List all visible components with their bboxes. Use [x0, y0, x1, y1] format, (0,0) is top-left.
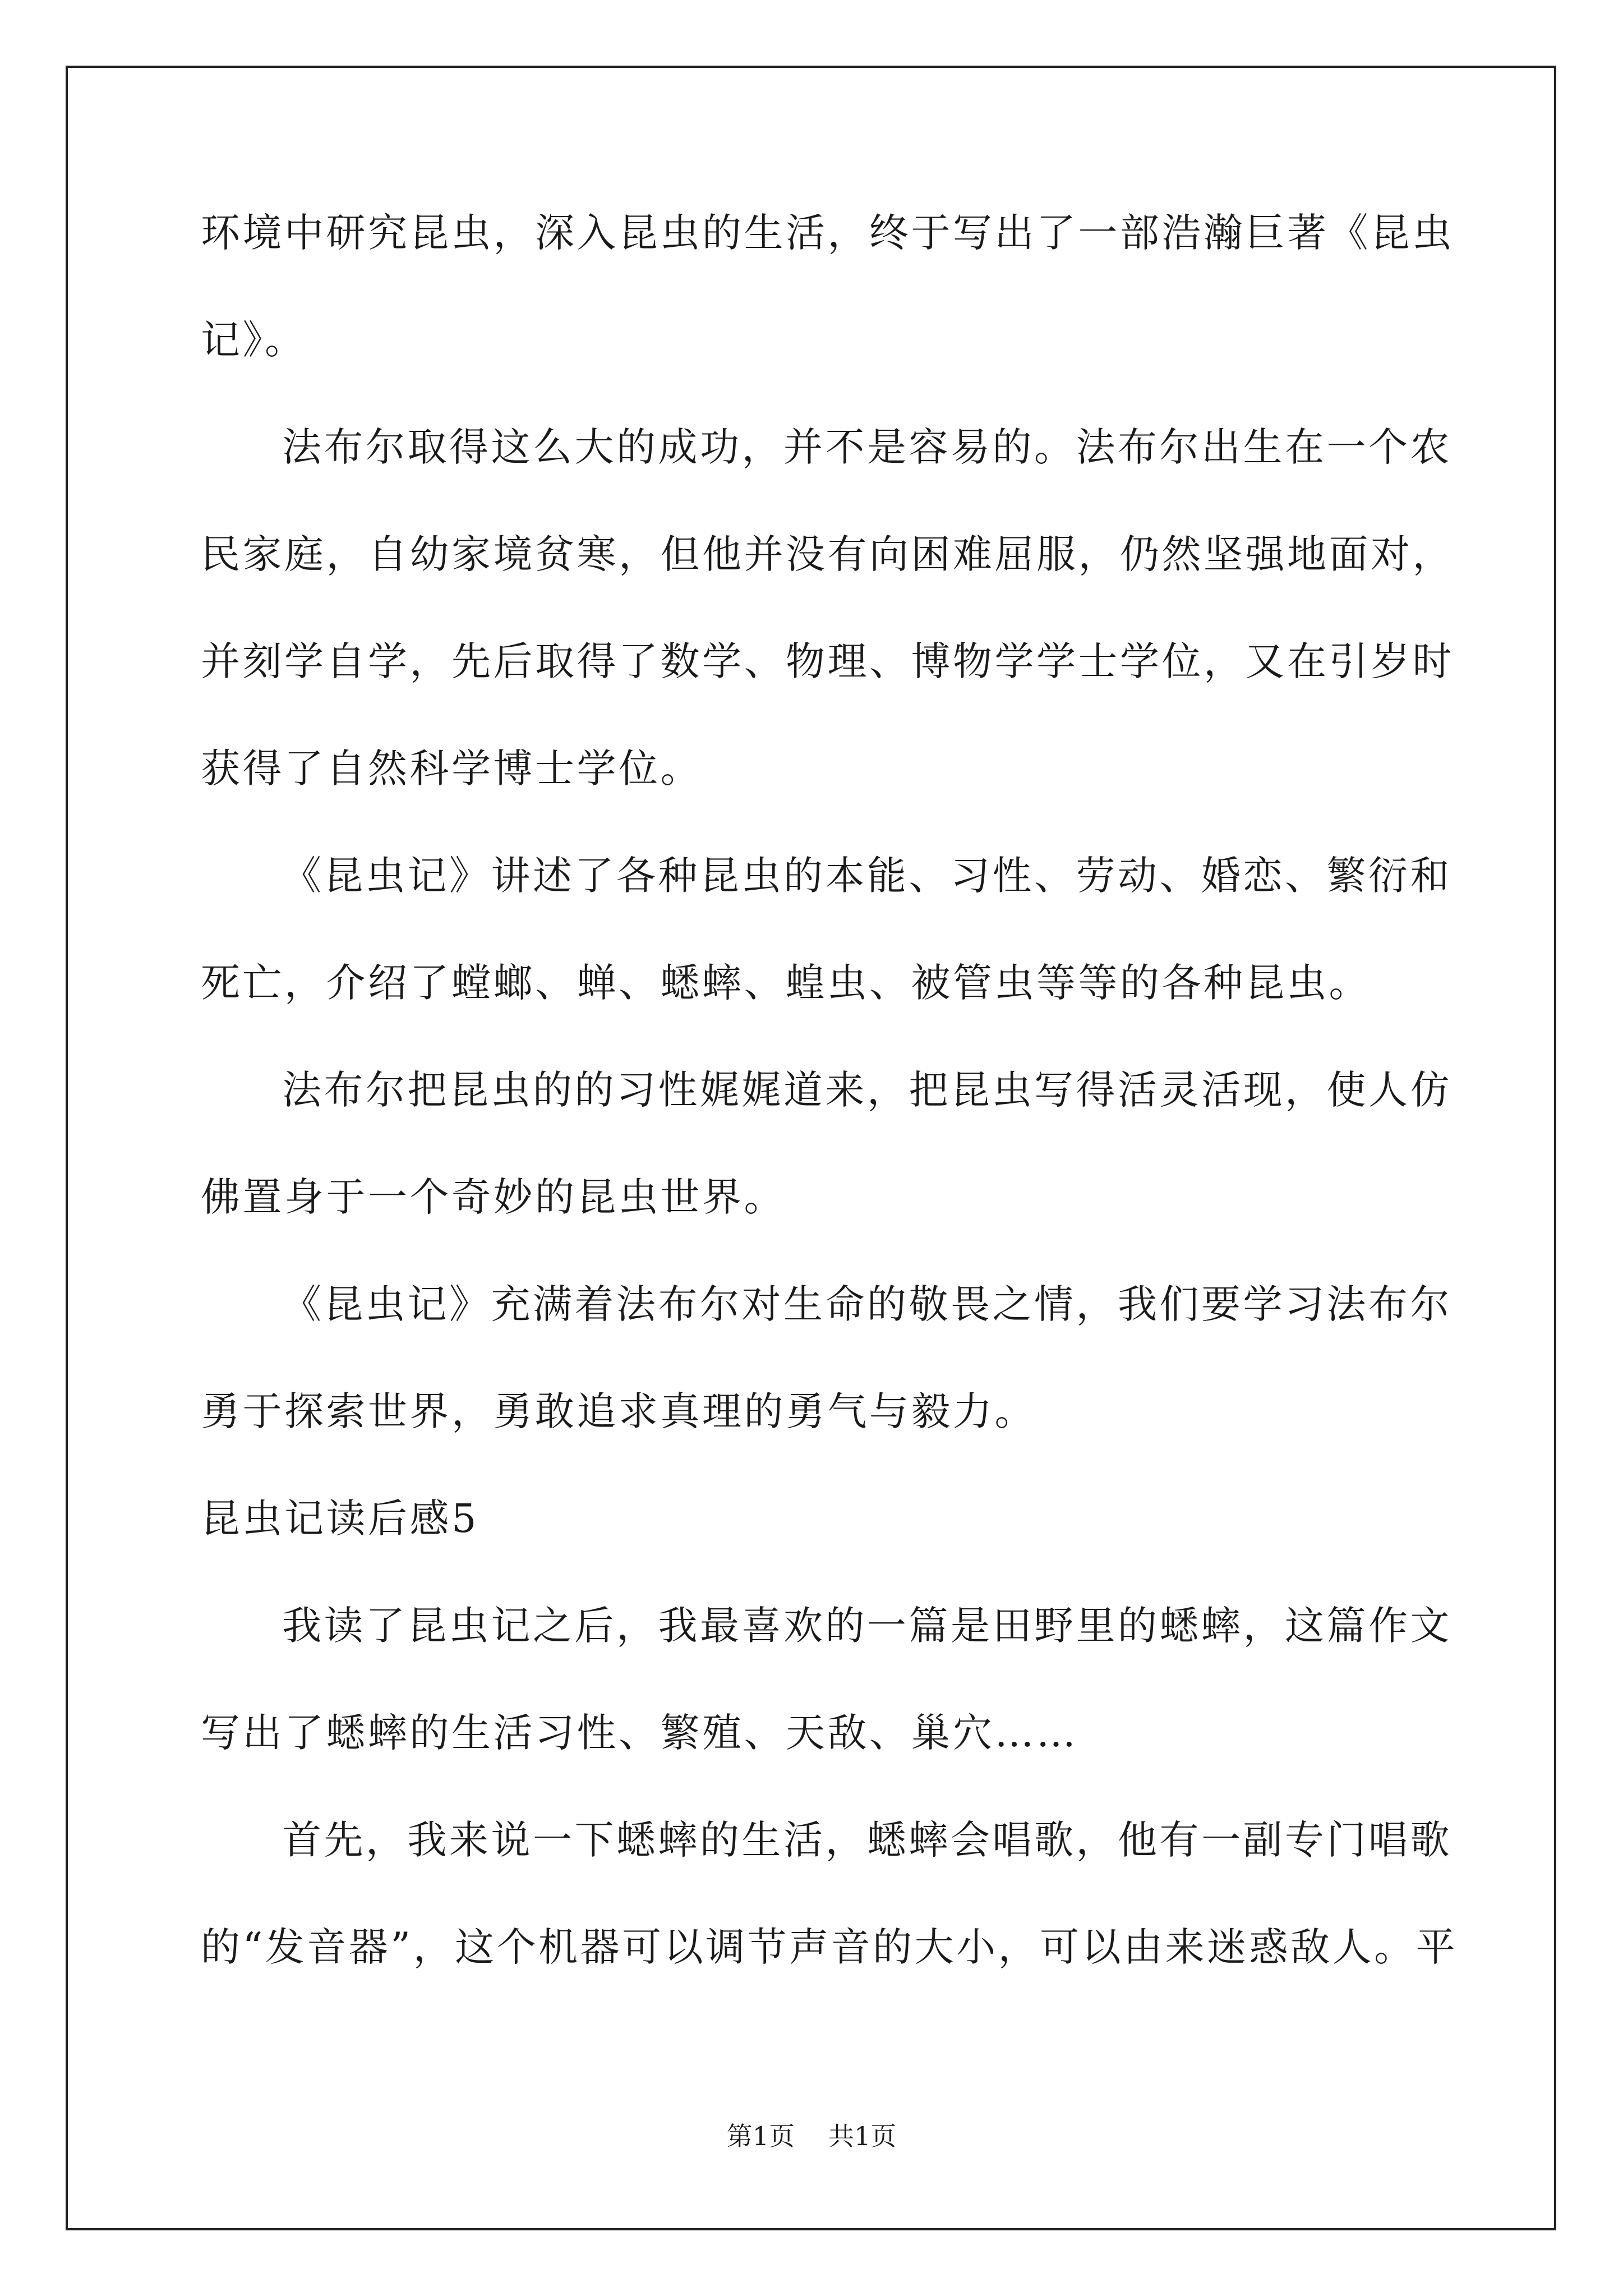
paragraph-start-line: 《昆虫记》充满着法布尔对生命的敬畏之情，我们要学习法布尔 — [282, 1281, 1452, 1327]
text-line: 佛置身于一个奇妙的昆虫世界。 — [201, 1174, 786, 1220]
text-line: 环境中研究昆虫，深入昆虫的生活，终于写出了一部浩瀚巨著《昆虫 — [201, 210, 1454, 256]
page-total: 共1页 — [828, 2121, 897, 2151]
text-line: 死亡，介绍了螳螂、蝉、蟋蟀、蝗虫、被管虫等等的各种昆虫。 — [201, 960, 1371, 1006]
paragraph-start-line: 《昆虫记》讲述了各种昆虫的本能、习性、劳动、婚恋、繁衍和 — [282, 853, 1452, 899]
text-line: 获得了自然科学博士学位。 — [201, 746, 702, 792]
text-line: 并刻学自学，先后取得了数学、物理、博物学学士学位，又在引岁时 — [201, 638, 1454, 684]
paragraph-start-line: 法布尔取得这么大的成功，并不是容易的。法布尔出生在一个农 — [282, 424, 1452, 470]
text-line: 民家庭，自幼家境贫寒，但他并没有向困难屈服，仍然坚强地面对， — [201, 531, 1454, 577]
paragraph-start-line: 首先，我来说一下蟋蟀的生活，蟋蟀会唱歌，他有一副专门唱歌 — [282, 1817, 1452, 1863]
page-number: 第1页 — [726, 2121, 795, 2151]
paragraph-start-line: 我读了昆虫记之后，我最喜欢的一篇是田野里的蟋蟀，这篇作文 — [282, 1603, 1452, 1649]
text-line: 记》。 — [201, 317, 307, 363]
text-line: 的“发音器”，这个机器可以调节声音的大小，可以由来迷惑敌人。平 — [201, 1924, 1458, 1970]
paragraph-start-line: 法布尔把昆虫的的习性娓娓道来，把昆虫写得活灵活现，使人仿 — [282, 1067, 1452, 1113]
document-body — [201, 210, 1458, 2035]
section-heading: 昆虫记读后感5 — [201, 1496, 479, 1542]
text-line: 写出了蟋蟀的生活习性、繁殖、天敌、巢穴…… — [201, 1710, 1078, 1756]
text-line: 勇于探索世界，勇敢追求真理的勇气与毅力。 — [201, 1388, 1036, 1434]
page-footer — [0, 2123, 1623, 2149]
